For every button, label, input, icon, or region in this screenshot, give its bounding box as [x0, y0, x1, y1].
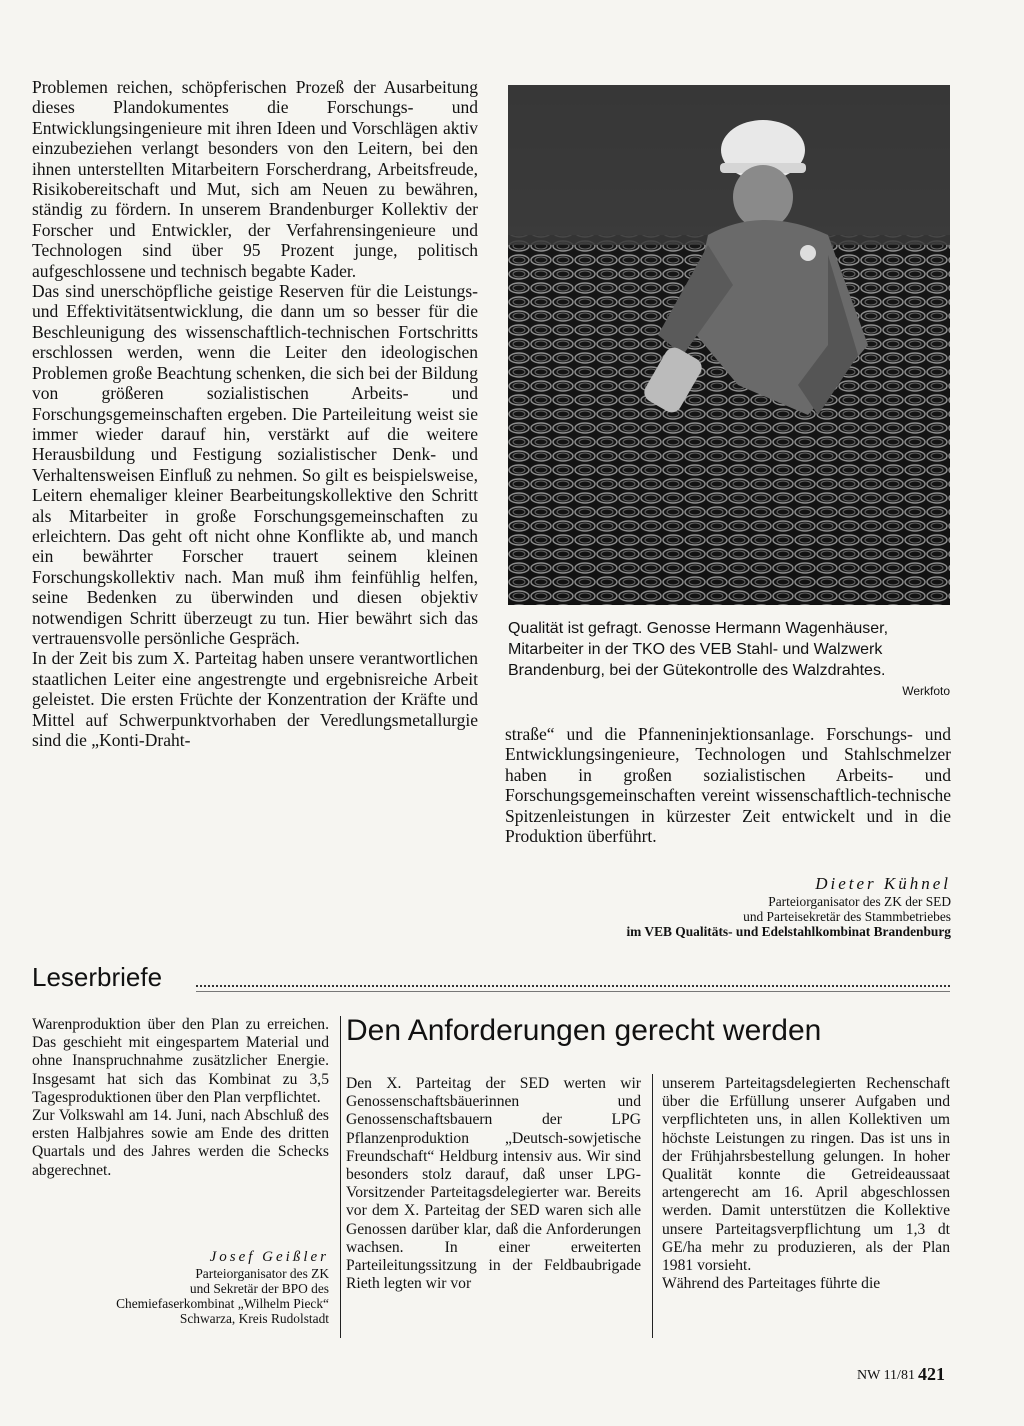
- section-rule: [196, 985, 950, 992]
- signature-role: Schwarza, Kreis Rudolstadt: [179, 1311, 329, 1326]
- signature-name: Dieter Kühnel: [815, 874, 951, 893]
- photo-caption: [508, 618, 950, 698]
- article-column-1: [32, 77, 478, 750]
- signature-role: und Sekretär der BPO des: [189, 1281, 329, 1296]
- letter-paragraph: Warenproduktion über den Plan zu erreichen. Das geschieht mit eingespartem Material und ohne Inanspruchnahme zusätzlicher Energie. Insgesamt hat sich das Kombinat zu 3,5 Tagesproduktionen über den Plan verpflichtet.: [32, 1016, 329, 1106]
- letter-1-signature: [32, 1248, 329, 1326]
- photo-credit: Werkfoto: [902, 684, 950, 698]
- letter-2-column-2: [662, 1075, 950, 1293]
- page-number: 421: [918, 1364, 945, 1384]
- letter-1-body: [32, 1016, 329, 1180]
- caption-text: Qualität ist gefragt. Genosse Hermann Wagenhäuser, Mitarbeiter in der TKO des VEB Stahl- und Walzwerk Brandenburg, bei der Gütekontrolle des Walzdrahtes.: [508, 620, 889, 679]
- signature-name: Josef Geißler: [209, 1249, 329, 1265]
- photo-wire-coils: [508, 85, 950, 605]
- article-paragraph: In der Zeit bis zum X. Parteitag haben unsere verantwortlichen staatlichen Leiter eine angestrengte und ergebnisreiche Arbeit geleistet. Die ersten Früchte der Konzentration der Kräfte und Mittel auf Schwerpunktvorhaben der Veredlungsmetallurgie sind die „Konti-Draht-: [32, 648, 478, 750]
- article-paragraph: Problemen reichen, schöpferischen Prozeß der Ausarbeitung dieses Plandokumentes die Forschungs- und Entwicklungsingenieure mit ihren Ideen und Vorschlägen aktiv einzubeziehen verlangt besonders von den Leitern, bei den ihnen unterstellten Mitarbeitern Forscherdrang, Arbeitsfreude, Risikobereitschaft und Mut, sich am Neuen zu bewähren, ständig zu fördern. In unserem Brandenburger Kollektiv der Forscher und Entwickler, der Verfahrensingenieure und Technologen sind über 95 Prozent junge, politisch aufgeschlossene und technisch begabte Kader.: [32, 77, 478, 281]
- letter-2-column-1: [346, 1075, 641, 1293]
- column-divider: [340, 1016, 341, 1338]
- signature-role: Parteiorganisator des ZK: [195, 1266, 329, 1281]
- signature-role: und Parteisekretär des Stammbetriebes: [743, 909, 951, 924]
- letter-paragraph: unserem Parteitagsdelegierten Rechenschaft über die Erfüllung unserer Aufgaben und verpflichteten uns, in allen Kollektiven um höchste Leistungen zu ringen. Das ist uns in der Frühjahrsbestellung gelungen. In hoher Qualität konnte die Getreideaussaat artengerecht am 16. April abgeschlossen werden. Damit unterstützen die Kollektive unsere Parteitagsverpflichtung um 1,3 dt GE/ha mehr zu produzieren, als der Plan 1981 vorsieht.: [662, 1075, 950, 1275]
- signature-role: im VEB Qualitäts- und Edelstahlkombinat Brandenburg: [626, 924, 951, 939]
- article-signature: [505, 874, 951, 939]
- signature-role: Chemiefaserkombinat „Wilhelm Pieck“: [116, 1296, 329, 1311]
- issue-number: NW 11/81: [857, 1368, 915, 1383]
- photo-image: [508, 85, 950, 605]
- section-title: Leserbriefe: [32, 962, 163, 992]
- article-column-2: [505, 724, 951, 846]
- article-paragraph: straße“ und die Pfanneninjektionsanlage. Forschungs- und Entwicklungsingenieure, Technologen und Stahlschmelzer haben in großen sozialistischen Arbeits- und Forschungsgemeinschaften vereint wissenschaftlich-technische Spitzenleistungen in kürzester Zeit entwickelt und in die Produktion überführt.: [505, 724, 951, 847]
- letter-paragraph: Den X. Parteitag der SED werten wir Genossenschaftsbäuerinnen und Genossenschaftsbauern der LPG Pflanzenproduktion „Deutsch-sowjetische Freundschaft“ Heldburg intensiv aus. Wir sind besonders stolz darauf, daß unser LPG-Vorsitzender Parteitagsdelegierter war. Bereits vor dem X. Parteitag der SED waren sich alle Genossen darüber klar, daß die Anforderungen wachsen. In einer erweiterten Parteileitungssitzung in der Feldbaubrigade Rieth legten wir vor: [346, 1075, 641, 1293]
- column-divider: [652, 1074, 653, 1338]
- article-paragraph: Das sind unerschöpfliche geistige Reserven für die Leistungs- und Effektivitätsentwicklung, die dann um so besser für die Beschleunigung des wissenschaftlich-technischen Fortschritts erschlossen werden, wenn die Leiter den ideologischen Problemen große Beachtung schenken, die sich bei der Bildung von größeren sozialistischen Arbeits- und Forschungsgemeinschaften ergeben. Die Parteileitung weist sie immer wieder darauf hin, verstärkt auf die weitere Herausbildung und Festigung sozialistischer Denk- und Verhaltensweisen Einfluß zu nehmen. So gilt es beispielsweise, Leitern ehemaliger kleiner Bearbeitungskollektive den Schritt als Mitarbeiter in große Forschungsgemeinschaften zu erleichtern. Das geht oft nicht ohne Konflikte ab, und manch ein bewährter Forscher trauert seinem kleinen Forschungskollektiv nach. Man muß ihm feinfühlig helfen, seine Bedenken zu überwinden und diesen objektiv notwendigen Schritt überzeugt zu tun. Hier bewährt sich das vertrauensvolle persönliche Gespräch.: [32, 281, 478, 648]
- letter-paragraph: Während des Parteitages führte die: [662, 1275, 881, 1293]
- letter-2-headline: Den Anforderungen gerecht werden: [346, 1014, 822, 1047]
- signature-role: Parteiorganisator des ZK der SED: [768, 894, 951, 909]
- letter-paragraph: Zur Volkswahl am 14. Juni, nach Abschluß des ersten Halbjahres sowie am Ende des dritten Quartals und des Jahres werden die Schecks abgerechnet.: [32, 1107, 329, 1179]
